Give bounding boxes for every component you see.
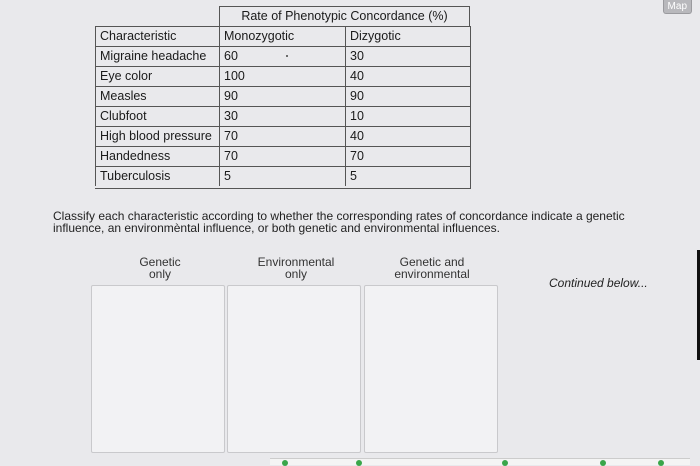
row-label: High blood pressure: [95, 126, 219, 146]
bin-title-line: Genetic: [139, 255, 181, 269]
row-label: Clubfoot: [95, 106, 219, 126]
drop-zone-genetic-only[interactable]: [91, 285, 225, 453]
bin-title-environmental: [246, 256, 346, 280]
dizygotic-value: 10: [345, 106, 471, 126]
row-label: Measles: [95, 86, 219, 106]
header-characteristic: Characteristic: [95, 26, 219, 46]
bin-title-line: environmental: [394, 267, 470, 281]
dizygotic-value: 40: [345, 66, 471, 86]
monozygotic-value: 5: [219, 166, 345, 186]
monozygotic-value: 100: [219, 66, 345, 86]
map-button[interactable]: Map: [663, 0, 692, 14]
give-up-icon[interactable]: [356, 460, 362, 466]
bin-title-genetic: [110, 256, 210, 280]
dizygotic-value: 40: [345, 126, 471, 146]
dizygotic-value: 70: [345, 146, 471, 166]
check-answer-icon[interactable]: [502, 460, 508, 466]
bin-title-line: Environmental: [257, 255, 335, 269]
drop-zone-genetic-and-environmental[interactable]: [364, 285, 498, 453]
dizygotic-value: 30: [345, 46, 471, 66]
monozygotic-value: 60: [219, 46, 345, 66]
drop-zone-environmental-only[interactable]: [227, 285, 361, 453]
monozygotic-value: 70: [219, 126, 345, 146]
monozygotic-value: 90: [219, 86, 345, 106]
next-icon[interactable]: [600, 460, 606, 466]
header-monozygotic: Monozygotic: [219, 26, 345, 46]
monozygotic-value: 30: [219, 106, 345, 126]
instructions-text: Classify each characteristic according to whether the corresponding rates of concordance indicate a genetic influence, an environmèntal influence, or both genetic and environmental influences.: [53, 209, 625, 235]
row-label: Migraine headache: [95, 46, 219, 66]
previous-icon[interactable]: [282, 460, 288, 466]
header-dizygotic: Dizygotic: [345, 26, 471, 46]
dizygotic-value: 5: [345, 166, 471, 186]
dizygotic-value: 90: [345, 86, 471, 106]
monozygotic-value: 70: [219, 146, 345, 166]
row-label: Handedness: [95, 146, 219, 166]
bin-title-line: only: [148, 267, 171, 281]
continued-below-text: Continued below...: [549, 276, 648, 290]
stray-dot: [286, 55, 288, 57]
bin-title-both: [378, 256, 486, 280]
bin-title-line: Genetic and: [399, 255, 465, 269]
table-title: Rate of Phenotypic Concordance (%): [219, 6, 470, 26]
row-label: Tuberculosis: [95, 166, 219, 186]
row-label: Eye color: [95, 66, 219, 86]
bin-title-line: only: [284, 267, 307, 281]
help-icon[interactable]: [658, 460, 664, 466]
